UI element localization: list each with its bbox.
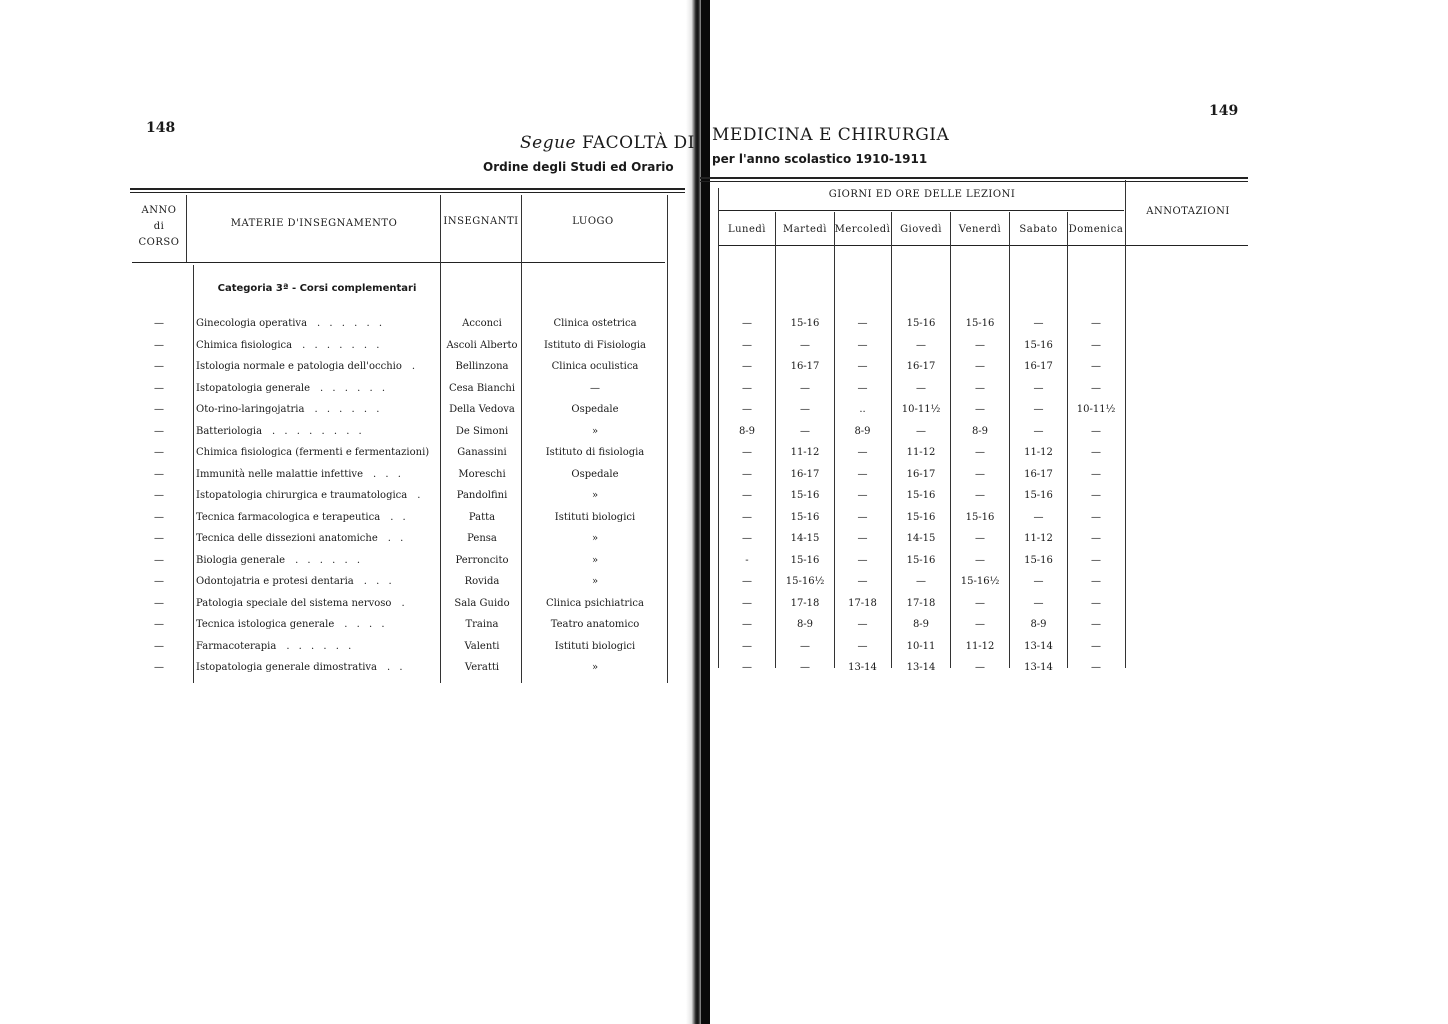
materia-cell — [196, 550, 436, 572]
anno-cell: — — [154, 619, 164, 630]
leader-dots: . — [411, 361, 419, 372]
day-cell: 13-14 — [1024, 662, 1053, 673]
day-cell: — — [742, 662, 752, 673]
leader-dots: . . . . . . — [295, 554, 364, 566]
table-row — [0, 356, 1448, 378]
day-cell: 14-15 — [906, 533, 936, 544]
day-cell: — — [1033, 382, 1044, 394]
day-cell: — — [1091, 318, 1101, 329]
day-cell: 17-18 — [906, 597, 936, 609]
table-row — [0, 399, 1448, 421]
day-cell: — — [975, 382, 985, 394]
day-cell: — — [975, 339, 985, 351]
materia-text: Farmacoterapia — [196, 640, 277, 652]
day-cell: 17-18 — [790, 597, 820, 609]
materia-cell — [196, 421, 436, 443]
day-cell: 15-16 — [965, 511, 995, 523]
left-title-italic: Segue — [520, 133, 577, 153]
day-cell: 15-16 — [1024, 490, 1053, 501]
right-page-number: 149 — [1209, 103, 1239, 119]
day-cell: — — [800, 662, 810, 673]
day-cell: 16-17 — [1024, 468, 1053, 480]
day-cell: — — [742, 619, 752, 630]
day-cell: — — [916, 382, 926, 394]
insegnante-cell: Valenti — [464, 640, 500, 652]
materia-cell — [196, 571, 436, 593]
materia-text: Biologia generale — [196, 554, 286, 566]
day-cell: — — [916, 576, 926, 587]
right-page-subtitle: per l'anno scolastico 1910-1911 — [712, 152, 928, 166]
insegnante-cell: Veratti — [464, 662, 500, 673]
header-anno-line: CORSO — [138, 237, 180, 248]
day-cell: 16-17 — [790, 361, 820, 372]
day-cell: 15-16 — [906, 318, 936, 329]
materia-text: Chimica fisiologica (fermenti e fermentazioni) — [196, 447, 430, 458]
day-cell: — — [857, 576, 868, 587]
day-cell: — — [800, 640, 810, 652]
materia-cell — [196, 614, 436, 636]
anno-cell: — — [154, 662, 164, 673]
day-cell: 11-12 — [790, 447, 820, 458]
luogo-cell: » — [591, 554, 599, 566]
left-top-rule-thin — [130, 192, 685, 193]
day-cell: 15-16 — [965, 318, 995, 329]
anno-cell: — — [154, 404, 164, 415]
insegnante-cell: Ascoli Alberto — [446, 339, 518, 351]
table-row — [0, 485, 1448, 507]
left-page-title — [520, 133, 695, 153]
luogo-cell: Teatro anatomico — [550, 619, 640, 630]
day-cell: — — [800, 404, 810, 415]
luogo-cell: Istituto di fisiologia — [545, 447, 645, 458]
header-luogo: LUOGO — [572, 216, 614, 227]
day-cell: — — [975, 490, 985, 501]
day-cell: 13-14 — [906, 662, 936, 673]
materia-cell — [196, 657, 436, 679]
day-cell: 13-14 — [1024, 640, 1053, 652]
day-cell: 15-16½ — [960, 576, 1000, 587]
header-day: Lunedì — [727, 224, 767, 235]
table-row — [0, 550, 1448, 572]
header-day: Mercoledì — [834, 224, 891, 235]
day-cell: 11-12 — [1024, 447, 1053, 458]
right-header-bottom-rule — [718, 245, 1248, 246]
table-row — [0, 421, 1448, 443]
day-cell: — — [742, 533, 752, 544]
anno-cell: — — [154, 554, 164, 566]
header-day: Domenica — [1068, 224, 1124, 235]
right-top-rule — [700, 177, 1248, 179]
luogo-cell: — — [590, 382, 600, 394]
day-cell: 13-14 — [848, 662, 877, 673]
day-cell: — — [975, 404, 985, 415]
header-day: Giovedì — [900, 224, 942, 235]
day-cell: 11-12 — [906, 447, 936, 458]
day-cell: — — [1091, 425, 1101, 437]
materia-cell — [196, 464, 436, 486]
day-cell: — — [1091, 447, 1101, 458]
day-cell: 15-16 — [790, 490, 820, 501]
luogo-cell: Ospedale — [571, 468, 619, 480]
day-cell: — — [857, 619, 868, 630]
insegnante-cell: Acconci — [462, 318, 502, 329]
day-cell: 8-9 — [912, 619, 930, 630]
day-cell: — — [1033, 318, 1044, 329]
materia-cell — [196, 442, 436, 464]
leader-dots: . . . . . . — [320, 382, 388, 394]
day-cell: — — [1033, 425, 1044, 437]
materia-cell — [196, 313, 436, 335]
left-title-text: FACOLTÀ DI — [582, 133, 695, 153]
day-cell: — — [1091, 361, 1101, 372]
day-cell: 10-11 — [906, 640, 936, 652]
day-cell: — — [742, 361, 752, 372]
table-row — [0, 593, 1448, 615]
materia-text: Istopatologia chirurgica e traumatologica — [196, 490, 408, 501]
materia-text: Istopatologia generale dimostrativa — [196, 662, 378, 673]
day-cell: — — [1091, 576, 1101, 587]
table-row — [0, 335, 1448, 357]
leader-dots: . — [401, 597, 408, 609]
luogo-cell: » — [591, 490, 599, 501]
luogo-cell: Clinica psichiatrica — [546, 597, 644, 609]
day-cell: — — [1033, 597, 1044, 609]
leader-dots: . . — [387, 662, 406, 673]
day-cell: — — [857, 318, 868, 329]
right-top-rule-thin — [700, 181, 1248, 182]
table-row — [0, 464, 1448, 486]
day-cell: 10-11½ — [901, 404, 941, 415]
day-cell: — — [916, 425, 926, 437]
day-cell: — — [742, 597, 752, 609]
day-cell: — — [742, 490, 752, 501]
anno-cell: — — [154, 468, 164, 480]
luogo-cell: Ospedale — [571, 404, 619, 415]
day-cell: 8-9 — [854, 425, 871, 437]
day-cell: — — [742, 576, 752, 587]
insegnante-cell: Rovida — [464, 576, 500, 587]
anno-cell: — — [154, 425, 164, 437]
day-cell: — — [857, 382, 868, 394]
day-cell: — — [975, 554, 985, 566]
day-cell: — — [742, 318, 752, 329]
table-row — [0, 636, 1448, 658]
table-row — [0, 507, 1448, 529]
day-cell: — — [800, 382, 810, 394]
left-page-subtitle: Ordine degli Studi ed Orario — [483, 160, 674, 174]
day-cell: 16-17 — [790, 468, 820, 480]
days-group-rule — [718, 210, 1124, 211]
insegnante-cell: Cesa Bianchi — [448, 382, 516, 394]
header-materie: MATERIE D'INSEGNAMENTO — [230, 218, 398, 229]
insegnante-cell: Ganassini — [457, 447, 507, 458]
materia-text: Tecnica istologica generale — [196, 619, 335, 630]
day-cell: — — [1091, 640, 1101, 652]
luogo-cell: Istituto di Fisiologia — [543, 339, 647, 351]
day-cell: — — [1033, 576, 1044, 587]
day-cell: — — [800, 339, 810, 351]
leader-dots: . . — [390, 511, 409, 523]
materia-cell — [196, 528, 436, 550]
header-anno-line: di — [153, 221, 165, 232]
luogo-cell: Istituti biologici — [554, 640, 636, 652]
insegnante-cell: Della Vedova — [449, 404, 515, 415]
table-row — [0, 528, 1448, 550]
header-day: Venerdì — [958, 224, 1002, 235]
luogo-cell: » — [591, 662, 599, 673]
day-cell: 10-11½ — [1076, 404, 1116, 415]
materia-text: Istologia normale e patologia dell'occhio — [196, 361, 402, 372]
header-annotazioni: ANNOTAZIONI — [1146, 206, 1230, 217]
day-cell: — — [975, 447, 985, 458]
anno-cell: — — [154, 382, 164, 394]
left-top-rule — [130, 188, 685, 190]
day-cell: — — [1091, 382, 1101, 394]
day-cell: 15-16 — [1024, 339, 1053, 351]
leader-dots: . . . . . . . . — [272, 425, 365, 437]
materia-cell — [196, 507, 436, 529]
materia-text: Immunità nelle malattie infettive — [196, 468, 364, 480]
insegnante-cell: Traina — [465, 619, 499, 630]
day-cell: — — [742, 640, 752, 652]
day-cell: — — [857, 468, 868, 480]
materia-cell — [196, 593, 436, 615]
day-cell: — — [742, 511, 752, 523]
insegnante-cell: Patta — [468, 511, 496, 523]
materia-text: Patologia speciale del sistema nervoso — [196, 597, 392, 609]
day-cell: — — [857, 640, 868, 652]
day-cell: — — [975, 533, 985, 544]
materia-text: Odontojatria e protesi dentaria — [196, 576, 354, 587]
day-cell: — — [1091, 490, 1101, 501]
day-cell: — — [1091, 339, 1101, 351]
day-cell: — — [1091, 554, 1101, 566]
day-cell: — — [1091, 597, 1101, 609]
day-cell: — — [975, 361, 985, 372]
day-cell: 14-15 — [790, 533, 820, 544]
category-heading: Categoria 3ª - Corsi complementari — [217, 283, 417, 294]
day-cell: 8-9 — [738, 425, 756, 437]
table-row — [0, 614, 1448, 636]
day-cell: — — [1033, 511, 1044, 523]
insegnante-cell: Perroncito — [455, 554, 509, 566]
day-cell: 15-16 — [790, 554, 820, 566]
materia-text: Istopatologia generale — [196, 382, 311, 394]
header-giorni: GIORNI ED ORE DELLE LEZIONI — [828, 189, 1016, 200]
day-cell: 15-16 — [906, 490, 936, 501]
day-cell: .. — [859, 404, 866, 415]
header-day: Sabato — [1019, 224, 1058, 235]
leader-dots: . . . — [363, 576, 395, 587]
materia-cell — [196, 378, 436, 400]
day-cell: 15-16 — [906, 554, 936, 566]
materia-cell — [196, 335, 436, 357]
day-cell: — — [857, 533, 868, 544]
insegnante-cell: Pensa — [467, 533, 497, 544]
day-cell: - — [745, 554, 749, 566]
day-cell: 16-17 — [906, 468, 936, 480]
day-cell: 15-16 — [906, 511, 936, 523]
day-cell: — — [742, 339, 752, 351]
right-page-title: MEDICINA E CHIRURGIA — [712, 125, 950, 145]
table-row — [0, 442, 1448, 464]
materia-text: Tecnica delle dissezioni anatomiche — [196, 533, 378, 544]
leader-dots: . — [417, 490, 424, 501]
day-cell: — — [916, 339, 926, 351]
leader-dots: . . . . . . — [286, 640, 355, 652]
day-cell: — — [857, 554, 868, 566]
insegnante-cell: Sala Guido — [454, 597, 510, 609]
left-header-bottom-rule — [132, 262, 665, 263]
materia-cell — [196, 356, 436, 378]
anno-cell: — — [154, 533, 164, 544]
day-cell: 15-16½ — [785, 576, 825, 587]
materia-text: Chimica fisiologica — [196, 339, 293, 351]
day-cell: 15-16 — [1024, 554, 1053, 566]
anno-cell: — — [154, 511, 164, 523]
materia-text: Oto-rino-laringojatria — [196, 404, 305, 415]
luogo-cell: » — [591, 533, 599, 544]
insegnante-cell: Bellinzona — [455, 361, 509, 372]
luogo-cell: Istituti biologici — [554, 511, 636, 523]
day-cell: — — [742, 404, 752, 415]
luogo-cell: Clinica oculistica — [551, 361, 639, 372]
leader-dots: . . — [387, 533, 407, 544]
header-insegnanti: INSEGNANTI — [443, 216, 519, 227]
day-cell: 11-12 — [1024, 533, 1053, 544]
day-cell: — — [742, 382, 752, 394]
luogo-cell: » — [591, 425, 599, 437]
day-cell: — — [975, 662, 985, 673]
anno-cell: — — [154, 447, 164, 458]
leader-dots: . . . . — [344, 619, 388, 630]
day-cell: — — [1091, 662, 1101, 673]
day-cell: — — [857, 511, 868, 523]
materia-cell — [196, 399, 436, 421]
day-cell: — — [857, 447, 868, 458]
day-cell: 8-9 — [1030, 619, 1047, 630]
materia-text: Tecnica farmacologica e terapeutica — [196, 511, 381, 523]
leader-dots: . . . — [373, 468, 404, 480]
day-cell: 15-16 — [790, 511, 820, 523]
day-cell: — — [975, 597, 985, 609]
anno-cell: — — [154, 318, 164, 329]
day-cell: — — [1091, 511, 1101, 523]
anno-cell: — — [154, 490, 164, 501]
table-row — [0, 571, 1448, 593]
left-page-number: 148 — [146, 120, 176, 136]
col-divider — [186, 195, 187, 262]
table-row — [0, 378, 1448, 400]
day-cell: — — [742, 447, 752, 458]
insegnante-cell: Moreschi — [458, 468, 506, 480]
day-cell: 16-17 — [1024, 361, 1053, 372]
table-row — [0, 313, 1448, 335]
day-cell: — — [742, 468, 752, 480]
day-cell: 16-17 — [906, 361, 936, 372]
leader-dots: . . . . . . — [317, 318, 386, 329]
day-cell: — — [800, 425, 810, 437]
header-anno — [134, 203, 184, 251]
day-cell: — — [857, 339, 868, 351]
day-cell: 8-9 — [796, 619, 814, 630]
luogo-cell: Clinica ostetrica — [553, 318, 637, 329]
leader-dots: . . . . . . — [314, 404, 383, 415]
anno-cell: — — [154, 339, 164, 351]
leader-dots: . . . . . . . — [302, 339, 383, 351]
day-cell: — — [1033, 404, 1044, 415]
anno-cell: — — [154, 640, 164, 652]
table-row — [0, 657, 1448, 679]
header-day: Martedì — [782, 224, 828, 235]
insegnante-cell: De Simoni — [455, 425, 509, 437]
anno-cell: — — [154, 576, 164, 587]
day-cell: — — [857, 490, 868, 501]
day-cell: 8-9 — [971, 425, 989, 437]
day-cell: 17-18 — [848, 597, 877, 609]
anno-cell: — — [154, 361, 164, 372]
day-cell: — — [975, 619, 985, 630]
day-cell: — — [1091, 619, 1101, 630]
materia-text: Ginecologia operativa — [196, 318, 308, 329]
day-cell: — — [1091, 533, 1101, 544]
luogo-cell: » — [591, 576, 599, 587]
materia-cell — [196, 485, 436, 507]
day-cell: 11-12 — [965, 640, 995, 652]
materia-text: Batteriologia — [196, 425, 263, 437]
insegnante-cell: Pandolfini — [456, 490, 508, 501]
day-cell: 15-16 — [790, 318, 820, 329]
materia-cell — [196, 636, 436, 658]
day-cell: — — [857, 361, 868, 372]
anno-cell: — — [154, 597, 164, 609]
header-anno-line: ANNO — [141, 205, 177, 216]
day-cell: — — [975, 468, 985, 480]
day-cell: — — [1091, 468, 1101, 480]
